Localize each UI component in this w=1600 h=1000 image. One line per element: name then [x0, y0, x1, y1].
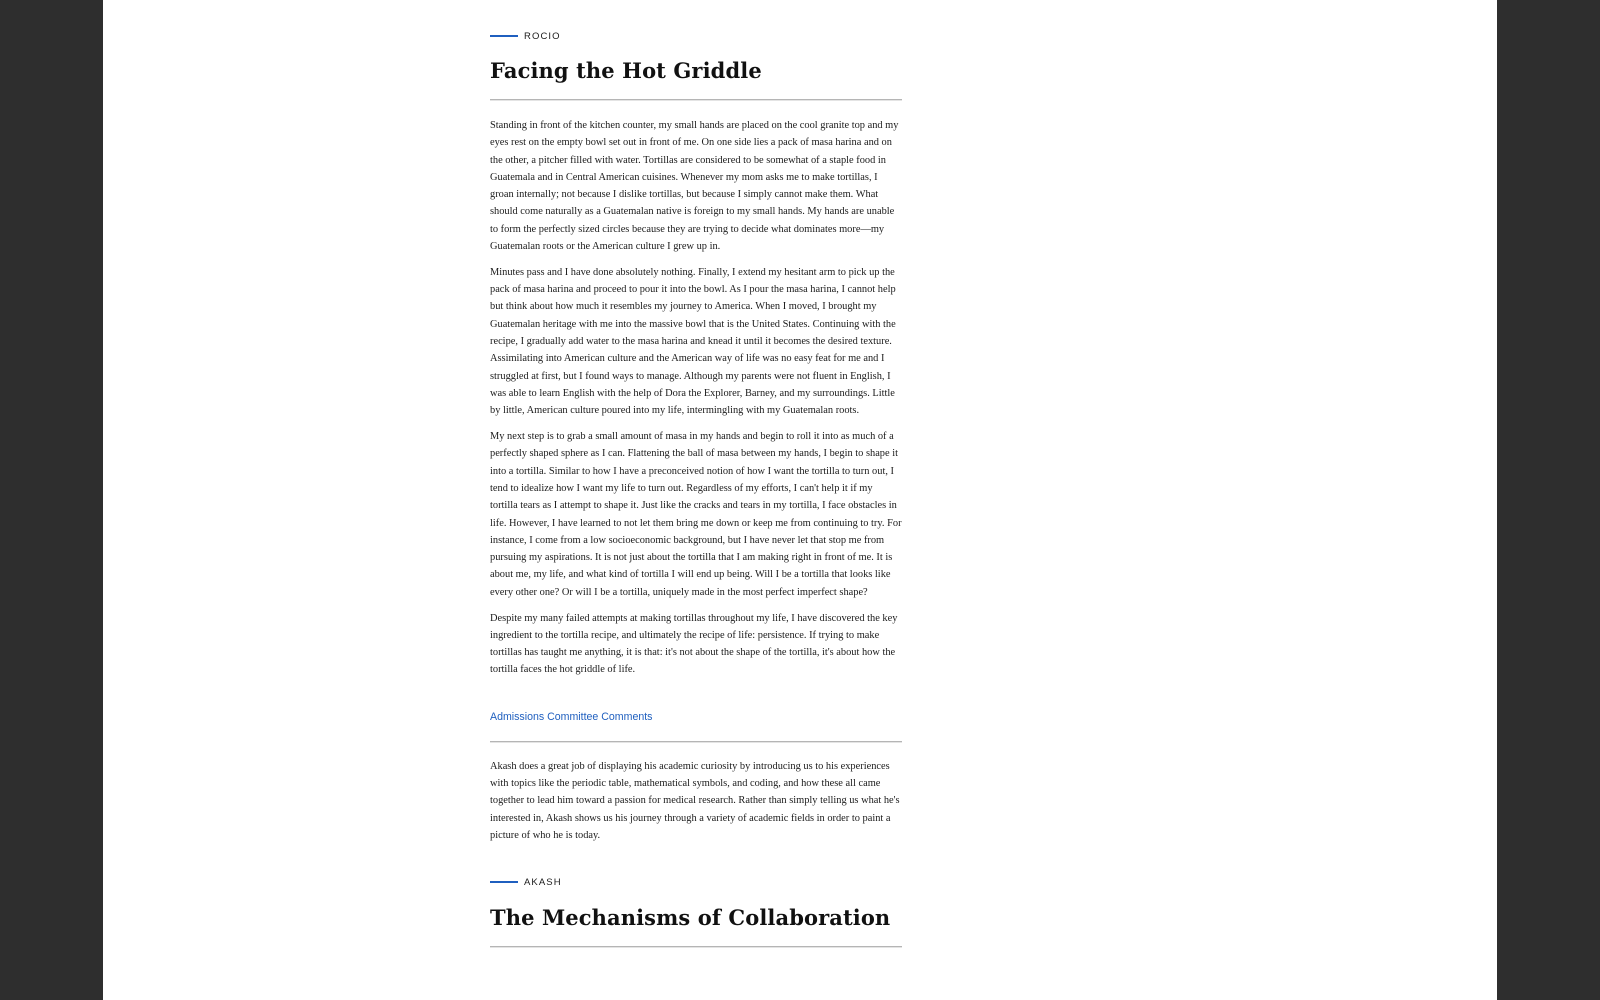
content-column: [490, 0, 902, 948]
essay-author-row: [490, 875, 902, 889]
essay-paragraph: Minutes pass and I have done absolutely nothing. Finally, I extend my hesitant arm to pick up the pack of masa harina and proceed to pour it into the bowl. As I pour the masa harina, I cannot help but think about how much it resembles my journey to America. When I moved, I brought my Guatemalan heritage with me into the massive bowl that is the United States. Continuing with the recipe, I gradually add water to the masa harina and knead it until it becomes the desired texture. Assimilating into American culture and the American way of life was no easy feat for me and I struggled at first, but I found ways to manage. Although my parents were not fluent in English, I was able to learn English with the help of Dora the Explorer, Barney, and my surroundings. Little by little, American culture poured into my life, intermingling with my Guatemalan roots.: [490, 266, 896, 417]
essay-title: The Mechanisms of Collaboration: [490, 905, 891, 931]
document-page: [103, 0, 1497, 1000]
essay-author: AKASH: [524, 876, 562, 888]
comments-heading: Admissions Committee Comments: [490, 710, 653, 723]
essay-paragraph: My next step is to grab a small amount of masa in my hands and begin to roll it into as much of a perfectly shaped sphere as I can. Flattening the ball of masa between my hands, I begin to shape it into a tortilla. Similar to how I have a preconceived notion of how I want the tortilla to turn out, I tend to idealize how I want my life to turn out. Regardless of my efforts, I can't help it if my tortilla tears as I attempt to shape it. Just like the cracks and tears in my tortilla, I face obstacles in life. However, I have learned to not let them bring me down or keep me from continuing to try. For instance, I come from a low socioeconomic background, but I have never let that stop me from pursuing my aspirations. It is not just about the tortilla that I am making right in front of me. It is about me, my life, and what kind of tortilla I will end up being. Will I be a tortilla that looks like every other one? Or will I be a tortilla, uniquely made in the most perfect imperfect shape?: [490, 431, 902, 598]
essay-author: ROCIO: [524, 30, 561, 42]
author-accent-rule: [490, 35, 518, 37]
essay-title: Facing the Hot Griddle: [490, 58, 762, 83]
comments-body: [490, 758, 902, 844]
essay-paragraph: Despite my many failed attempts at making tortillas throughout my life, I have discovered the key ingredient to the tortilla recipe, and ultimately the recipe of life: persistence. If trying to make tortillas has taught me anything, it is that: it's not about the shape of the tortilla, it's about how the tortilla faces the hot griddle of life.: [490, 612, 898, 676]
title-divider: [490, 946, 902, 948]
title-divider: [490, 99, 902, 101]
author-accent-rule: [490, 881, 518, 883]
comments-divider: [490, 741, 902, 743]
essay-author-row: [490, 29, 902, 43]
essay-body: [490, 117, 902, 679]
essay-paragraph: Standing in front of the kitchen counter, my small hands are placed on the cool granite top and my eyes rest on the empty bowl set out in front of me. On one side lies a pack of masa harina and on the other, a pitcher filled with water. Tortillas are considered to be somewhat of a staple food in Guatemala and in Central American cuisines. Whenever my mom asks me to make tortillas, I groan internally; not because I dislike tortillas, but because I simply cannot make them. What should come naturally as a Guatemalan native is foreign to my small hands. My hands are unable to form the perfectly sized circles because they are trying to decide what dominates more—my Guatemalan roots or the American culture I grew up in.: [490, 120, 899, 253]
comments-paragraph: Akash does a great job of displaying his academic curiosity by introducing us to his experiences with topics like the periodic table, mathematical symbols, and coding, and how these all came together to lead him toward a passion for medical research. Rather than simply telling us what he's interested in, Akash shows us his journey through a variety of academic fields in order to paint a picture of who he is today.: [490, 760, 900, 841]
